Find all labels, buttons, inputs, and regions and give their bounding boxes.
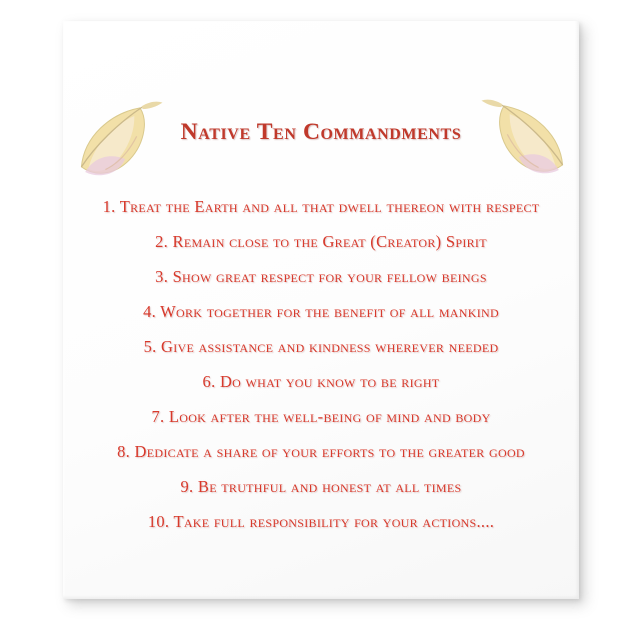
list-item: 2. Remain close to the Great (Creator) Spirit	[155, 232, 487, 251]
list-item: 4. Work together for the benefit of all mankind	[143, 302, 499, 321]
artwork-title: Native Ten Commandments	[180, 119, 462, 145]
list-item: 9. Be truthful and honest at all times	[180, 477, 462, 496]
list-item: 3. Show great respect for your fellow beings	[155, 267, 487, 286]
commandments-list	[71, 199, 571, 549]
list-item: 7. Look after the well-being of mind and body	[151, 407, 491, 426]
ceramic-tile	[63, 21, 579, 599]
tile-artwork	[63, 21, 579, 599]
list-item: 6. Do what you know to be right	[202, 372, 440, 391]
list-item: 1. Treat the Earth and all that dwell thereon with respect	[102, 197, 540, 216]
feather-icon	[69, 101, 177, 191]
list-item: 5. Give assistance and kindness wherever needed	[143, 337, 499, 356]
list-item: 10. Take full responsibility for your actions....	[147, 512, 495, 531]
list-item: 8. Dedicate a share of your efforts to the greater good	[117, 442, 525, 461]
